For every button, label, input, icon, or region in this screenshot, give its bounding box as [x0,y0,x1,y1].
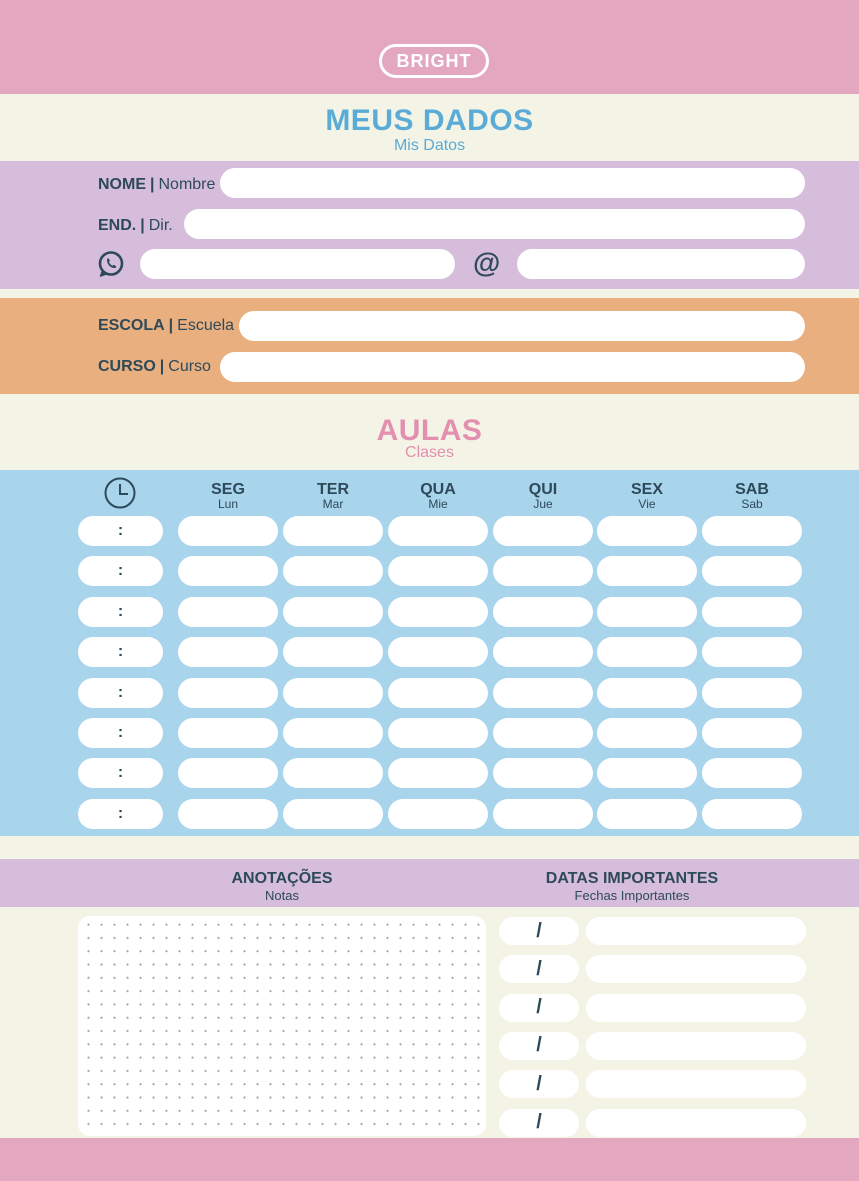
notes-subtitle: Notas [265,888,299,903]
day-name: TER [317,481,349,498]
class-cell[interactable] [702,637,802,667]
day-name: QUA [420,481,456,498]
class-cell[interactable] [597,556,697,586]
clock-icon [103,476,137,510]
event-field[interactable] [586,994,806,1022]
my-data-title: MEUS DADOS [325,104,534,137]
class-cell[interactable] [493,758,593,788]
class-cell[interactable] [597,678,697,708]
event-field[interactable] [586,955,806,983]
day-header-3 [493,482,593,511]
class-cell[interactable] [702,758,802,788]
class-cell[interactable] [388,516,488,546]
event-field[interactable] [586,1109,806,1137]
date-field[interactable]: / [499,955,579,983]
address-field[interactable] [184,209,805,239]
header-band [0,0,859,94]
day-name-es: Lun [217,497,239,511]
class-cell[interactable] [493,678,593,708]
event-field[interactable] [586,917,806,945]
class-cell[interactable] [388,637,488,667]
school-label: ESCOLA | Escuela [98,317,235,334]
class-cell[interactable] [493,556,593,586]
class-cell[interactable] [597,637,697,667]
class-cell[interactable] [178,718,278,748]
class-cell[interactable] [388,678,488,708]
footer-band [0,1138,859,1181]
class-cell[interactable] [283,556,383,586]
date-field[interactable]: / [499,1109,579,1137]
day-name: QUI [528,481,558,498]
dates-title: DATAS IMPORTANTES [545,870,719,887]
my-data-subtitle: Mis Datos [393,137,466,154]
address-label: END. | Dir. [98,217,173,234]
date-field[interactable]: / [499,1032,579,1060]
event-field[interactable] [586,1032,806,1060]
class-cell[interactable] [493,597,593,627]
time-slot-4[interactable]: : [78,678,163,708]
notes-dot-grid[interactable] [78,916,486,1136]
event-field[interactable] [586,1070,806,1098]
day-name-es: Vie [638,497,656,511]
time-slot-7[interactable]: : [78,799,163,829]
name-field[interactable] [220,168,805,198]
date-field[interactable]: / [499,994,579,1022]
class-cell[interactable] [702,597,802,627]
name-label: NOME | Nombre [98,176,216,193]
dates-heading [532,870,732,903]
school-field[interactable] [239,311,805,341]
class-cell[interactable] [597,718,697,748]
course-field[interactable] [220,352,805,382]
day-name-es: Sab [741,497,763,511]
class-cell[interactable] [283,758,383,788]
notes-title: ANOTAÇÕES [231,870,333,887]
class-cell[interactable] [493,516,593,546]
time-slot-2[interactable]: : [78,597,163,627]
class-cell[interactable] [283,516,383,546]
classes-subtitle: Clases [405,444,454,461]
class-cell[interactable] [388,718,488,748]
class-cell[interactable] [702,556,802,586]
day-header-4 [597,482,697,511]
class-cell[interactable] [702,678,802,708]
class-cell[interactable] [178,516,278,546]
day-header-2 [388,482,488,511]
class-cell[interactable] [702,516,802,546]
notes-heading [182,870,382,903]
day-name-es: Mar [322,497,344,511]
day-name: SAB [735,481,769,498]
class-cell[interactable] [493,718,593,748]
brand-logo: BRIGHT [379,44,489,78]
email-field[interactable] [517,249,805,279]
date-field[interactable]: / [499,917,579,945]
class-cell[interactable] [702,718,802,748]
class-cell[interactable] [283,678,383,708]
time-slot-5[interactable]: : [78,718,163,748]
class-cell[interactable] [493,637,593,667]
day-name-es: Mie [428,497,448,511]
class-cell[interactable] [178,597,278,627]
day-name-es: Jue [533,497,553,511]
day-name: SEX [630,481,663,498]
class-cell[interactable] [178,556,278,586]
day-header-0 [178,482,278,511]
phone-field[interactable] [140,249,455,279]
class-cell[interactable] [597,516,697,546]
dates-subtitle: Fechas Importantes [574,888,690,903]
class-cell[interactable] [493,799,593,829]
class-cell[interactable] [178,758,278,788]
class-cell[interactable] [283,597,383,627]
class-cell[interactable] [283,637,383,667]
class-cell[interactable] [597,758,697,788]
class-cell[interactable] [178,678,278,708]
class-cell[interactable] [702,799,802,829]
day-header-1 [283,482,383,511]
day-name: SEG [211,481,245,498]
class-cell[interactable] [388,556,488,586]
time-slot-1[interactable]: : [78,556,163,586]
class-cell[interactable] [178,799,278,829]
class-cell[interactable] [597,597,697,627]
at-sign-icon: @ [473,247,501,278]
class-cell[interactable] [388,758,488,788]
classes-title: AULAS [376,414,483,447]
class-cell[interactable] [388,597,488,627]
time-slot-3[interactable]: : [78,637,163,667]
time-slot-0[interactable]: : [78,516,163,546]
course-label: CURSO | Curso [98,358,211,375]
class-cell[interactable] [388,799,488,829]
day-header-5 [702,482,802,511]
class-cell[interactable] [283,799,383,829]
time-slot-6[interactable]: : [78,758,163,788]
class-cell[interactable] [597,799,697,829]
whatsapp-icon [97,250,125,278]
date-field[interactable]: / [499,1070,579,1098]
class-cell[interactable] [283,718,383,748]
class-cell[interactable] [178,637,278,667]
